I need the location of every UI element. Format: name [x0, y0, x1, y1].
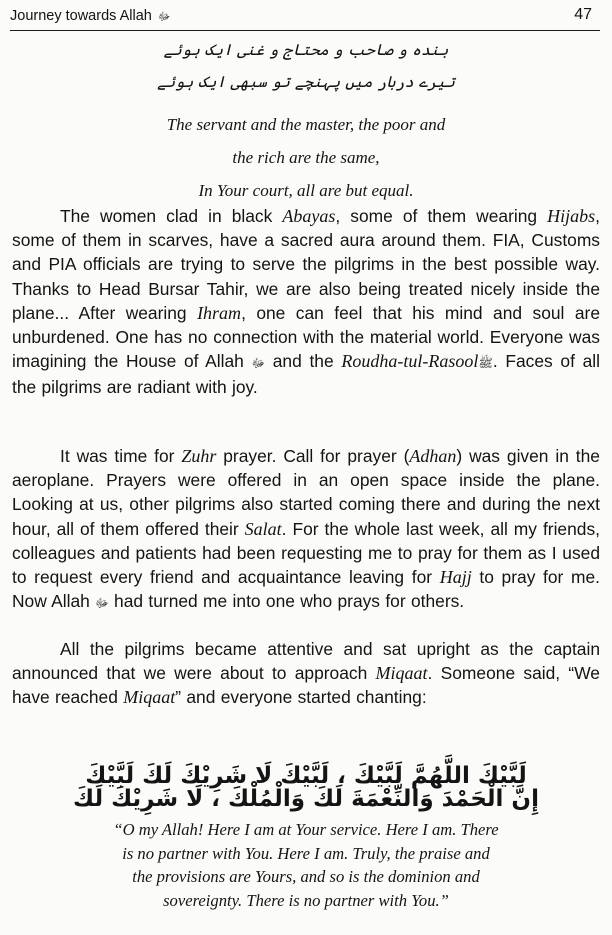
p2-text-f: had turned me into one who prays for others. [108, 591, 465, 612]
p1-honorific-allah: ﷻ [251, 356, 266, 371]
p1-text-a: The women clad in black [60, 206, 283, 226]
p3-text-b: . Someone said, “We have reached [12, 663, 600, 708]
p1-term-roudha: Roudha-tul-Rasool [341, 351, 479, 372]
paragraph-3 [12, 637, 600, 710]
book-title-text: Journey towards Allah [10, 8, 152, 24]
p1-term-ihram: Ihram [197, 302, 242, 323]
p1-honorific-prophet: ﷺ [478, 356, 493, 371]
couplet-translation [0, 108, 612, 207]
talbiyah-translation-line-4: sovereignty. There is no partner with You.” [163, 890, 449, 910]
talbiyah-line-1: لَبَّيْكَ اللَّهُمَّ لَبَّيْكَ ، لَبَّيْكَ لَا شَرِيْكَ لَكَ لَبَّيْكَ [85, 763, 527, 789]
couplet-translation-line-2: the rich are the same, [232, 148, 380, 167]
talbiyah-line-2: إِنَّ الْحَمْدَ وَالنِّعْمَةَ لَكَ وَالْمُلْكَ ، لَا شَرِيْكَ لَكَ [73, 786, 539, 812]
p3-text-c: ” and everyone started chanting: [175, 687, 427, 708]
urdu-couplet-line-1: بندہ و صاحب و محتاج و غنی ایک ہوئے [163, 41, 449, 59]
urdu-couplet-line-2: تیرے دربار میں پہنچے تو سبھی ایک ہوئے [157, 73, 455, 91]
p3-term-miqaat-1: Miqaat [375, 663, 428, 684]
p1-text-b: , some of them wearing [335, 206, 548, 226]
p1-text-f: . Faces of all the pilgrims are radiant with joy. [12, 351, 600, 398]
book-title [10, 8, 170, 26]
couplet-translation-line-3: In Your court, all are but equal. [198, 181, 414, 200]
p2-honorific-allah: ﷻ [95, 596, 109, 611]
talbiyah-translation-line-2: is no partner with You. Here I am. Truly, the praise and [122, 843, 490, 863]
talbiyah-translation [0, 818, 612, 912]
talbiyah-translation-line-3: the provisions are Yours, and so is the dominion and [132, 867, 480, 887]
p2-text-d: . For the whole last week, all my friends, colleagues and patients had been requesting me to pray for them as I used to request every friend and acquaintance leaving for [12, 518, 600, 588]
p2-text-e: to pray for me. Now Allah [12, 567, 600, 612]
p2-text-a: It was time for [60, 446, 182, 466]
p2-text-c: ) was given in the aeroplane. Prayers were offered in an open space inside the plane. Looking at us, other pilgrims also started coming there and during the next hour, all of them offered their [12, 446, 600, 539]
page-number: 47 [574, 6, 592, 23]
p2-term-adhan: Adhan [409, 446, 457, 466]
p2-term-zuhr: Zuhr [181, 446, 217, 466]
p1-text-c: , some of them in scarves, have a sacred aura around them. FIA, Customs and PIA officials are trying to serve the pilgrims in the best possible way. Thanks to Head Bursar Tahir, we are also being treated nicely inside the plane... After wearing [12, 206, 600, 323]
p2-term-hajj: Hajj [439, 567, 472, 588]
p1-text-d: , one can feel that his mind and soul are unburdened. One has no connection with the material world. Everyone was imagining the House of Allah [12, 302, 600, 372]
paragraph-1 [12, 204, 600, 400]
couplet-translation-line-1: The servant and the master, the poor and [166, 115, 446, 134]
p1-term-abayas: Abayas [282, 206, 336, 226]
p2-term-salat: Salat [244, 518, 282, 539]
p3-text-a: All the pilgrims became attentive and sat upright as the captain announced that we were about to approach [12, 639, 600, 684]
talbiyah-translation-line-1: “O my Allah! Here I am at Your service. Here I am. There [113, 820, 499, 839]
paragraph-2 [12, 444, 600, 615]
p1-text-e: and the [265, 351, 342, 372]
running-header [10, 4, 600, 31]
p3-term-miqaat-2: Miqaat [123, 687, 176, 708]
p1-term-hijabs: Hijabs [547, 206, 596, 226]
title-honorific: ﷻ [157, 11, 171, 23]
p2-text-b: prayer. Call for prayer ( [216, 446, 410, 466]
